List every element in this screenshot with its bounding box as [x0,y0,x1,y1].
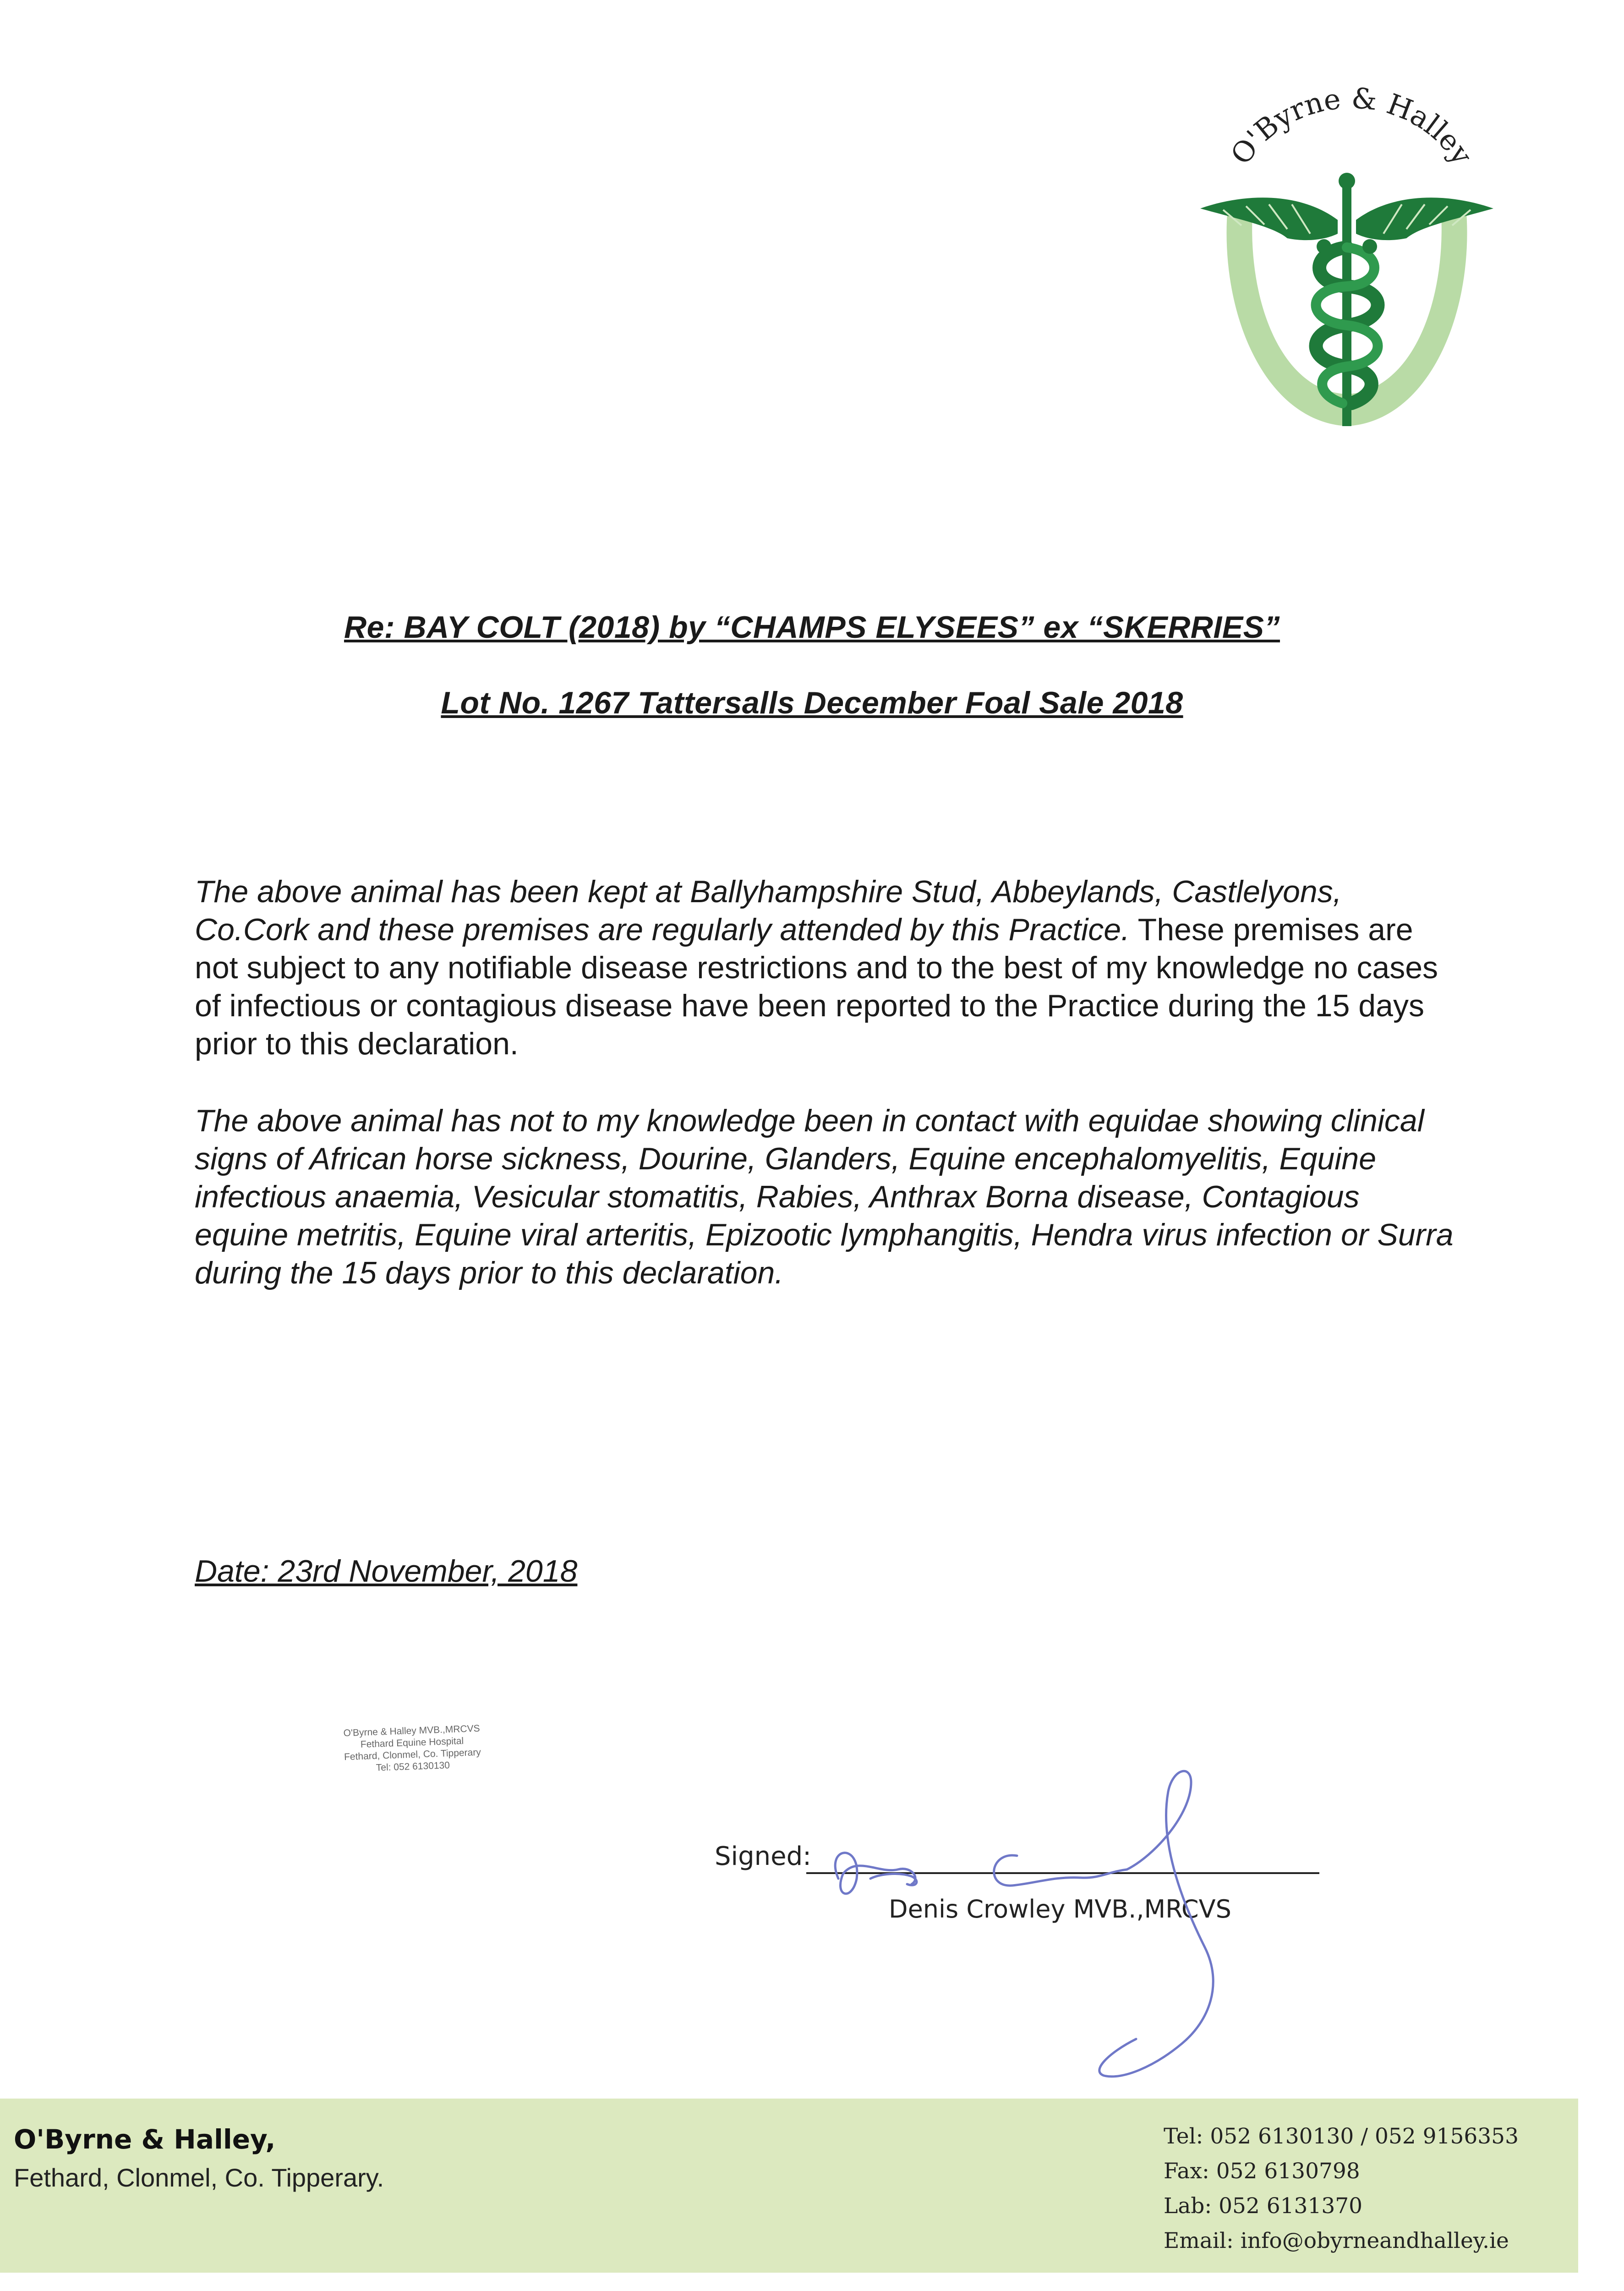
footer-lab: Lab: 052 6131370 [1164,2193,1363,2219]
premises-italic-text: The above animal has been kept at Ballyhampshire Stud, Abbeylands, Castlelyons, Co.Cork and these premises are regularly attended by this Practice. [195,874,1342,947]
footer-email: Email: info@obyrneandhalley.ie [1164,2228,1509,2253]
stamp-line: O'Byrne & Halley MVB.,MRCVS [343,1723,480,1739]
lot-line: Lot No. 1267 Tattersalls December Foal Sale 2018 [441,685,1183,720]
footer-address: Fethard, Clonmel, Co. Tipperary. [14,2163,384,2192]
practice-logo [1173,55,1521,449]
caduceus-horseshoe-icon [1173,55,1521,449]
footer-fax: Fax: 052 6130798 [1164,2159,1360,2184]
letterhead-footer [0,2099,1578,2273]
footer-tel: Tel: 052 6130130 / 052 9156353 [1164,2124,1519,2149]
signer-name: Denis Crowley MVB.,MRCVS [889,1895,1231,1924]
practice-stamp [311,1721,514,1776]
footer-practice-name: O'Byrne & Halley, [14,2124,276,2155]
logo-text: O'Byrne & Halley [1224,81,1479,171]
stamp-line: Fethard, Clonmel, Co. Tipperary [344,1747,481,1763]
stamp-line: Fethard Equine Hospital [360,1736,464,1750]
stamp-line: Tel: 052 6130130 [376,1760,450,1773]
handwritten-signature [806,1764,1264,2085]
disease-paragraph: The above animal has not to my knowledge been in contact with equidae showing clinical signs of African horse sickness, Dourine, Glanders, Equine encephalomyelitis, Equine infectious anaemia, Vesicular stomatitis, Rabies, Anthrax Borna disease, Contagious equine metritis, Equine viral arteritis, Epizootic lymphangitis, Hendra virus infection or Surra during the 15 days prior to this declaration. [195,1103,1454,1290]
footer-contacts [1164,2119,1519,2258]
premises-plain-text: These premises are not subject to any notifiable disease restrictions and to the best of my knowledge no cases of infectious or contagious disease have been reported to the Practice during the 15 days prior to this declaration. [195,912,1438,1061]
premises-paragraph [195,873,1459,1063]
subject-line: Re: BAY COLT (2018) by “CHAMPS ELYSEES” ex “SKERRIES” [344,610,1280,645]
signed-label: Signed: [715,1842,812,1871]
declaration-date: Date: 23rd November, 2018 [195,1554,578,1589]
